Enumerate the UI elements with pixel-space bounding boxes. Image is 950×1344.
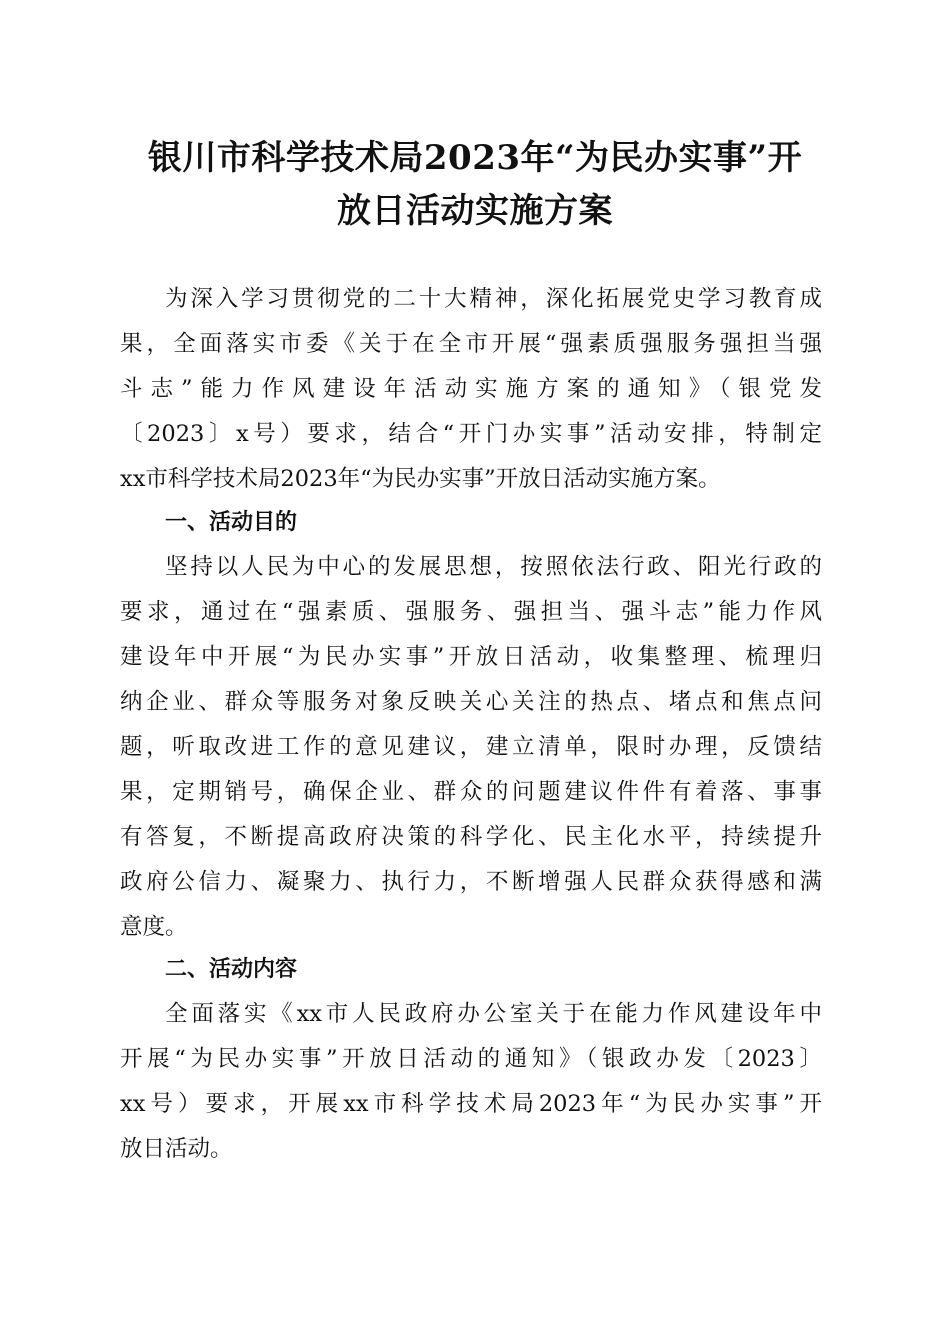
- content-line-2: 开展“为民办实事”开放日活动的通知》（银政办发〔2023〕: [120, 1046, 822, 1072]
- purpose-line-6: 果，定期销号，确保企业、群众的问题建议件件有着落、事事: [120, 779, 822, 805]
- purpose-line-1: 坚持以人民为中心的发展思想，按照依法行政、阳光行政的: [165, 554, 822, 580]
- purpose-line-2: 要求，通过在“强素质、强服务、强担当、强斗志”能力作风: [120, 599, 822, 625]
- content-line-3: xx号）要求，开展xx市科学技术局2023年“为民办实事”开: [120, 1091, 822, 1117]
- intro-line-3: 斗志”能力作风建设年活动实施方案的通知》（银党发: [120, 376, 822, 402]
- purpose-line-7: 有答复，不断提高政府决策的科学化、民主化水平，持续提升: [120, 824, 822, 850]
- intro-line-5: xx市科学技术局2023年“为民办实事”开放日活动实施方案。: [120, 466, 721, 492]
- document-title-line-2: 放日活动实施方案: [337, 191, 613, 231]
- purpose-line-9: 意度。: [120, 914, 188, 940]
- intro-line-1: 为深入学习贯彻党的二十大精神，深化拓展党史学习教育成: [165, 286, 822, 312]
- purpose-line-5: 题，听取改进工作的意见建议，建立清单，限时办理，反馈结: [120, 734, 822, 760]
- purpose-line-8: 政府公信力、凝聚力、执行力，不断增强人民群众获得感和满: [120, 869, 822, 895]
- purpose-line-3: 建设年中开展“为民办实事”开放日活动，收集整理、梳理归: [120, 644, 822, 670]
- content-line-4: 放日活动。: [120, 1136, 233, 1162]
- intro-line-2: 果，全面落实市委《关于在全市开展“强素质强服务强担当强: [120, 331, 822, 357]
- content-line-1: 全面落实《xx市人民政府办公室关于在能力作风建设年中: [165, 1001, 822, 1027]
- purpose-line-4: 纳企业、群众等服务对象反映关心关注的热点、堵点和焦点问: [120, 689, 822, 715]
- document-title-line-1: 银川市科学技术局2023年“为民办实事”开: [147, 138, 803, 178]
- intro-line-4: 〔2023〕x号）要求，结合“开门办实事”活动安排，特制定: [120, 421, 822, 447]
- section-heading-content: 二、活动内容: [165, 957, 298, 982]
- section-heading-purpose: 一、活动目的: [165, 510, 298, 535]
